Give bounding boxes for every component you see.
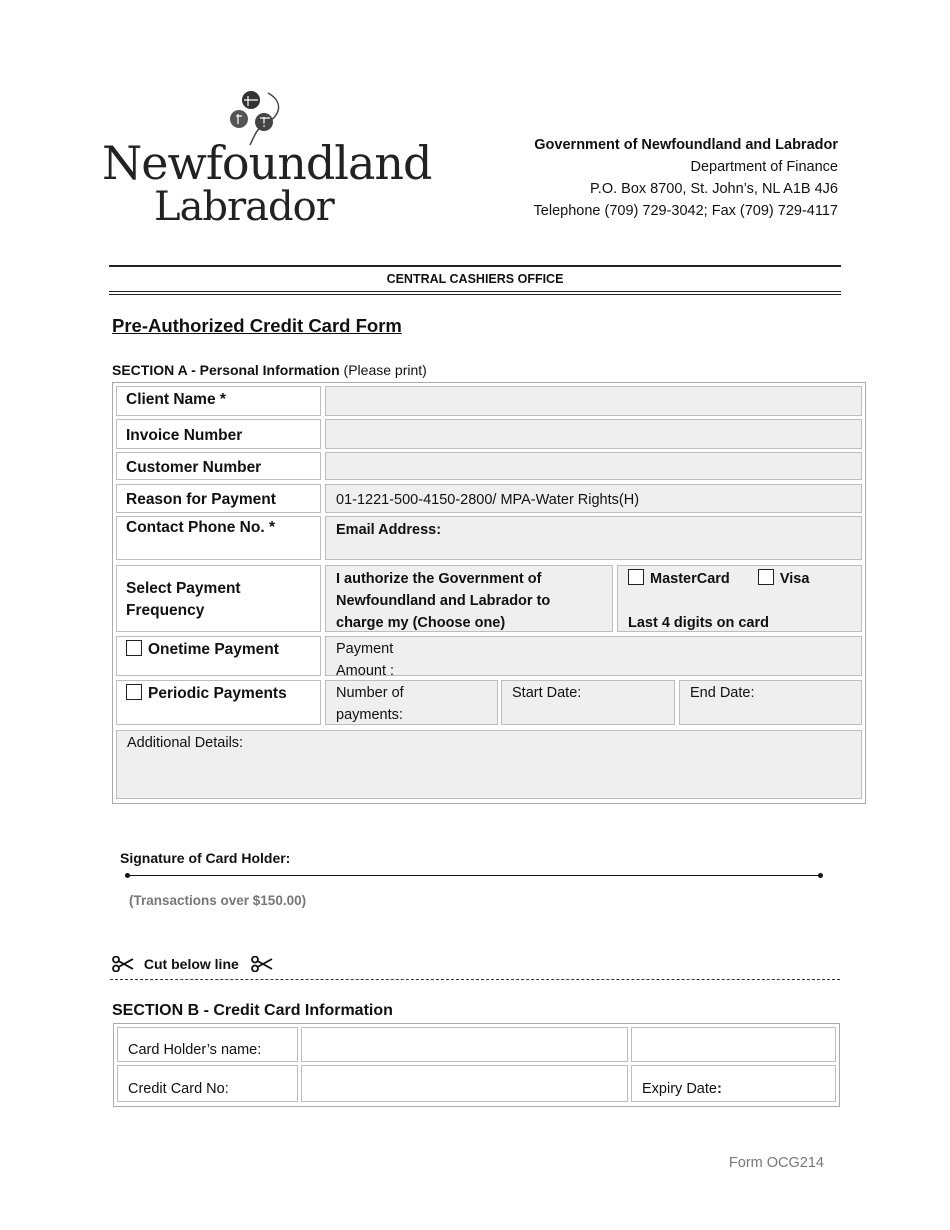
org-department: Department of Finance: [690, 159, 838, 175]
payment-frequency-label: [116, 565, 321, 632]
mastercard-option[interactable]: [628, 571, 730, 587]
customer-number-field[interactable]: [325, 452, 862, 480]
client-name-field[interactable]: [325, 386, 862, 416]
signature-line[interactable]: [127, 875, 821, 876]
visa-label: Visa: [779, 571, 810, 587]
number-of-payments-field[interactable]: [325, 680, 498, 725]
payment-amount-field[interactable]: [325, 636, 862, 679]
payment-amount-label-line1: Payment: [336, 641, 394, 657]
logo-line-2: Labrador: [154, 184, 334, 230]
logo: [100, 88, 432, 238]
customer-number-label: Customer Number: [116, 452, 321, 480]
office-title: CENTRAL CASHIERS OFFICE: [386, 272, 564, 286]
payment-frequency-label-line2: Frequency: [126, 602, 205, 619]
form-number: Form OCG214: [728, 1155, 824, 1171]
card-type-cell: [617, 565, 862, 632]
org-address-block: [534, 134, 838, 222]
expiry-date-field[interactable]: [631, 1065, 836, 1102]
payment-amount-label-line2: Amount :: [336, 663, 395, 679]
logo-line-1: Newfoundland: [102, 136, 432, 190]
authorization-text: [325, 565, 613, 632]
header-rule-top: [109, 265, 841, 267]
personal-info-table: [112, 382, 866, 804]
email-field[interactable]: Email Address:: [325, 516, 862, 560]
expiry-date-colon: :: [716, 1081, 722, 1097]
org-name: Government of Newfoundland and Labrador: [534, 137, 838, 153]
onetime-payment-label: Onetime Payment: [148, 641, 279, 658]
reason-label: Reason for Payment: [116, 484, 321, 513]
signature-line-start-dot: [125, 873, 130, 878]
org-address: P.O. Box 8700, St. John’s, NL A1B 4J6: [589, 181, 838, 197]
authorization-line2: Newfoundland and Labrador to: [336, 593, 551, 609]
visa-checkbox[interactable]: [758, 569, 774, 585]
number-of-payments-label-line2: payments:: [336, 707, 403, 723]
mastercard-label: MasterCard: [650, 571, 730, 587]
additional-details-field[interactable]: Additional Details:: [116, 730, 862, 799]
client-name-label: Client Name *: [116, 386, 321, 416]
onetime-payment-option[interactable]: [116, 636, 321, 676]
signature-line-end-dot: [818, 873, 823, 878]
periodic-payments-option[interactable]: [116, 680, 321, 725]
scissors-icon: [112, 956, 134, 972]
header-rule-bottom-1: [109, 291, 841, 292]
cut-line-label: [112, 956, 273, 972]
section-a-title: SECTION A - Personal Information: [112, 362, 340, 378]
contact-phone-label: Contact Phone No. *: [116, 516, 321, 560]
credit-card-no-label: Credit Card No:: [117, 1065, 298, 1102]
periodic-payments-checkbox[interactable]: [126, 684, 142, 700]
section-b-heading: SECTION B - Credit Card Information: [112, 1002, 393, 1019]
last4-label: Last 4 digits on card: [628, 615, 769, 631]
section-a-note: (Please print): [343, 362, 427, 378]
cut-line-text: Cut below line: [143, 956, 239, 972]
org-phone: Telephone (709) 729-3042; Fax (709) 729-4117: [533, 203, 838, 219]
signature-label: Signature of Card Holder:: [120, 850, 291, 866]
invoice-number-label: Invoice Number: [116, 419, 321, 449]
onetime-payment-checkbox[interactable]: [126, 640, 142, 656]
credit-card-no-field[interactable]: [301, 1065, 628, 1102]
invoice-number-field[interactable]: [325, 419, 862, 449]
scissors-icon: [251, 956, 273, 972]
number-of-payments-label-line1: Number of: [336, 685, 404, 701]
authorization-line3: charge my (Choose one): [336, 615, 506, 631]
page-title: Pre-Authorized Credit Card Form: [112, 315, 402, 336]
visa-option[interactable]: [758, 571, 810, 587]
mastercard-checkbox[interactable]: [628, 569, 644, 585]
signature-note: (Transactions over $150.00): [129, 893, 307, 908]
card-holder-label: Card Holder’s name:: [117, 1027, 298, 1062]
start-date-field[interactable]: Start Date:: [501, 680, 675, 725]
reason-field[interactable]: 01-1221-500-4150-2800/ MPA-Water Rights(H): [325, 484, 862, 513]
payment-frequency-label-line1: Select Payment: [126, 580, 241, 597]
periodic-payments-label: Periodic Payments: [148, 685, 287, 702]
card-holder-extra-field[interactable]: [631, 1027, 836, 1062]
header-rule-bottom-2: [109, 294, 841, 295]
end-date-field[interactable]: End Date:: [679, 680, 862, 725]
authorization-line1: I authorize the Government of: [336, 571, 542, 587]
section-a-heading: [112, 362, 427, 378]
cut-line-rule: [110, 979, 840, 980]
credit-card-table: [113, 1023, 840, 1107]
expiry-date-label: Expiry Date: [642, 1081, 717, 1097]
card-holder-field[interactable]: [301, 1027, 628, 1062]
